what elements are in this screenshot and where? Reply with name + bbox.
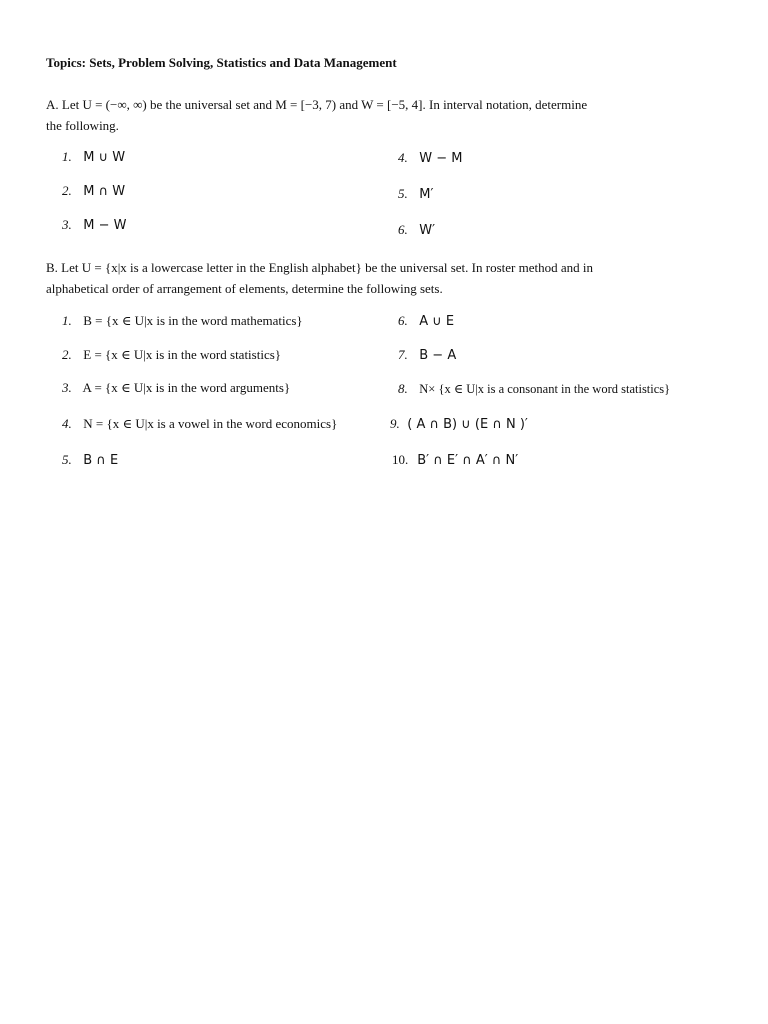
section-a-item-5 [398, 185, 433, 204]
item-number: 9. [390, 416, 400, 431]
section-a-item-3 [62, 216, 126, 235]
section-b-item-10 [392, 451, 518, 470]
section-b-item-2 [62, 346, 281, 364]
item-number: 1. [62, 313, 72, 328]
item-expression: B ∩ E [83, 453, 119, 468]
section-a-instructions [46, 94, 746, 136]
section-b-item-3 [62, 379, 290, 397]
section-b-line-2: alphabetical order of arrangement of elements, determine the following sets. [46, 281, 443, 296]
item-number: 3. [62, 217, 72, 232]
section-b-instructions [46, 257, 746, 299]
section-b-item-7 [398, 346, 456, 365]
item-expression: M − W [83, 218, 127, 233]
section-a-item-2 [62, 182, 125, 201]
item-expression: M ∪ W [83, 150, 126, 165]
item-number: 6. [398, 222, 408, 237]
item-expression: N× {x ∈ U|x is a consonant in the word statistics} [419, 382, 671, 396]
section-a-item-4 [398, 149, 462, 168]
item-number: 5. [398, 186, 408, 201]
item-expression: B − A [419, 348, 457, 363]
item-expression: ( A ∩ B) ∪ (E ∩ N )′ [407, 417, 528, 432]
section-a-item-6 [398, 221, 435, 240]
item-expression: E = {x ∈ U|x is in the word statistics} [83, 347, 282, 362]
item-number: 4. [62, 416, 72, 431]
item-expression: B′ ∩ E′ ∩ A′ ∩ N′ [417, 453, 519, 468]
item-expression: W′ [419, 223, 436, 238]
item-expression: M ∩ W [83, 184, 126, 199]
item-number: 8. [398, 381, 408, 396]
item-expression: B = {x ∈ U|x is in the word mathematics} [83, 313, 303, 328]
item-number: 2. [62, 347, 72, 362]
section-b-line-1: B. Let U = {x|x is a lowercase letter in the English alphabet} be the universal set. In roster method and in [46, 260, 593, 275]
section-b-item-1 [62, 312, 303, 330]
item-number: 1. [62, 149, 72, 164]
item-expression: W − M [419, 151, 463, 166]
item-expression: A = {x ∈ U|x is in the word arguments} [82, 380, 291, 395]
item-expression: M′ [419, 187, 434, 202]
document-title: Topics: Sets, Problem Solving, Statistics and Data Management [46, 55, 397, 70]
section-a-line-2: the following. [46, 118, 119, 133]
item-number: 5. [62, 452, 72, 467]
item-expression: N = {x ∈ U|x is a vowel in the word economics} [83, 416, 338, 431]
item-number: 6. [398, 313, 408, 328]
item-number: 7. [398, 347, 408, 362]
section-a-item-1 [62, 148, 125, 167]
section-b-item-8 [398, 380, 670, 398]
item-number: 10. [392, 452, 409, 467]
section-b-item-4 [62, 415, 337, 433]
item-number: 2. [62, 183, 72, 198]
item-expression: A ∪ E [419, 314, 455, 329]
item-number: 4. [398, 150, 408, 165]
section-a-line-1: A. Let U = (−∞, ∞) be the universal set and M = [−3, 7) and W = [−5, 4]. In interval notation, determine [46, 97, 588, 112]
section-b-item-6 [398, 312, 454, 331]
item-number: 3. [62, 380, 72, 395]
section-b-item-9 [390, 415, 528, 434]
section-b-item-5 [62, 451, 118, 470]
